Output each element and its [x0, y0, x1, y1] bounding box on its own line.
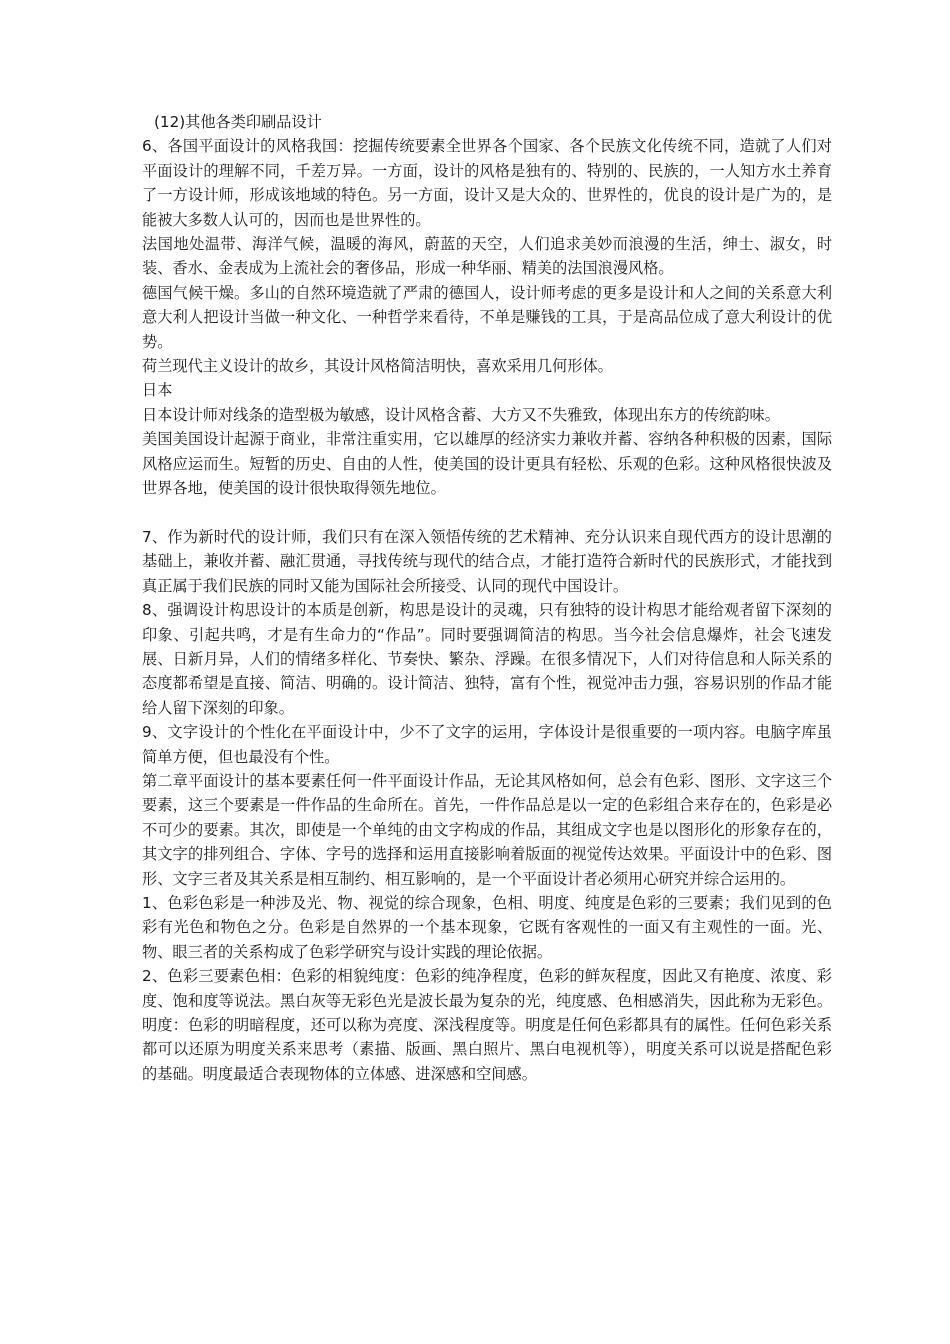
paragraph-8-concept: 8、强调设计构思设计的本质是创新，构思是设计的灵魂，只有独特的设计构思才能给观者留下深刻的印象、引起共鸣，才是有生命力的“作品”。同时要强调简洁的构思。当今社会信息爆炸，社会飞速发展、日新月异，人们的情绪多样化、节奏快、繁杂、浮躁。在很多情况下，人们对待信息和人际关系的态度都希望是直接、简洁、明确的。设计简洁、独特，富有个性，视觉冲击力强，容易识别的作品才能给人留下深刻的印象。 [142, 601, 832, 717]
paragraph-germany-italy: 德国气候干燥。多山的自然环境造就了严肃的德国人，设计师考虑的更多是设计和人之间的关系意大利意大利人把设计当做一种文化、一种哲学来看待，不单是赚钱的工具，于是高品位成了意大利设计的优势。 [142, 283, 832, 351]
paragraph-7-new-era: 7、作为新时代的设计师，我们只有在深入领悟传统的艺术精神、充分认识来自现代西方的设计思潮的基础上，兼收并蓄、融汇贯通，寻找传统与现代的结合点，才能打造符合新时代的民族形式，才能找到真正属于我们民族的同时又能为国际社会所接受、认同的现代中国设计。 [142, 527, 832, 595]
paragraph-netherlands: 荷兰现代主义设计的故乡，其设计风格简洁明快，喜欢采用几何形体。 [142, 357, 613, 376]
paragraph-heading-12: (12)其他各类印刷品设计 [154, 113, 322, 131]
paragraph-2-color-elements: 2、色彩三要素色相：色彩的相貌纯度：色彩的纯净程度，色彩的鲜灰程度，因此又有艳度、浓度、彩度、饱和度等说法。黑白灰等无彩色光是波长最为复杂的光，纯度感、色相感消失，因此称为无彩色。明度：色彩的明暗程度，还可以称为亮度、深浅程度等。明度是任何色彩都具有的属性。任何色彩关系都可以还原为明度关系来思考（素描、版画、黑白照片、黑白电视机等），明度关系可以说是搭配色彩的基础。明度最适合表现物体的立体感、进深感和空间感。 [142, 967, 832, 1083]
document-body [142, 110, 832, 1086]
paragraph-6-national-styles: 6、各国平面设计的风格我国：挖掘传统要素全世界各个国家、各个民族文化传统不同，造就了人们对平面设计的理解不同，千差万异。一方面，设计的风格是独有的、特别的、民族的，一人知方水土养育了一方设计师，形成该地域的特色。另一方面，设计又是大众的、世界性的，优良的设计是广为的，是能被大多数人认可的，因而也是世界性的。 [142, 137, 832, 229]
paragraph-9-typography: 9、文字设计的个性化在平面设计中，少不了文字的运用，字体设计是很重要的一项内容。电脑字库虽简单方便，但也最没有个性。 [142, 723, 832, 766]
blank-line [142, 501, 832, 525]
paragraph-usa: 美国美国设计起源于商业，非常注重实用，它以雄厚的经济实力兼收并蓄、容纳各种积极的因素，国际风格应运而生。短暂的历史、自由的人性，使美国的设计更具有轻松、乐观的色彩。这种风格很快波及世界各地，使美国的设计很快取得领先地位。 [142, 430, 832, 498]
paragraph-france: 法国地处温带、海洋气候，温暖的海风，蔚蓝的天空，人们追求美妙而浪漫的生活，绅士、淑女，时装、香水、金表成为上流社会的奢侈品，形成一种华丽、精美的法国浪漫风格。 [142, 235, 832, 278]
paragraph-japan: 日本设计师对线条的造型极为敏感，设计风格含蓄、大方又不失雅致，体现出东方的传统韵味。 [142, 405, 780, 424]
paragraph-1-color: 1、色彩色彩是一种涉及光、物、视觉的综合现象，色相、明度、纯度是色彩的三要素；我们见到的色彩有光色和物色之分。色彩是自然界的一个基本现象，它既有客观性的一面又有主观性的一面。光、物、眼三者的关系构成了色彩学研究与设计实践的理论依据。 [142, 893, 832, 961]
paragraph-japan-heading: 日本 [142, 381, 173, 400]
paragraph-chapter-2: 第二章平面设计的基本要素任何一件平面设计作品，无论其风格如何，总会有色彩、图形、文字这三个要素，这三个要素是一件作品的生命所在。首先，一件作品总是以一定的色彩组合来存在的，色彩是必不可少的要素。其次，即使是一个单纯的由文字构成的作品，其组成文字也是以图形化的形象存在的，其文字的排列组合、字体、字号的选择和运用直接影响着版面的视觉传达效果。平面设计中的色彩、图形、文字三者及其关系是相互制约、相互影响的，是一个平面设计者必须用心研究并综合运用的。 [142, 771, 832, 888]
